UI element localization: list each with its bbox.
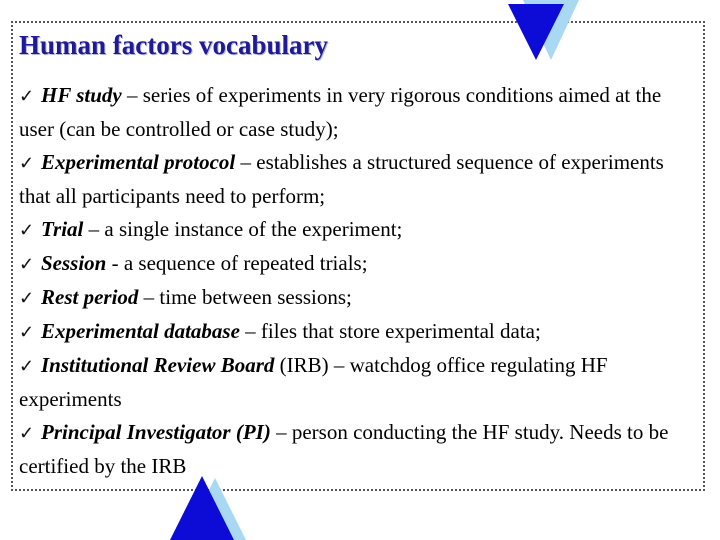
term: Rest period — [41, 285, 139, 309]
definition: – person conducting the HF study. Needs to be certified by the IRB — [19, 420, 669, 478]
term: Session — [41, 251, 107, 275]
checkmark-icon: ✓ — [19, 86, 35, 106]
term: Institutional Review Board — [41, 353, 275, 377]
list-item — [19, 79, 694, 146]
checkmark-icon: ✓ — [19, 254, 35, 274]
checkmark-icon: ✓ — [19, 288, 35, 308]
checkmark-icon: ✓ — [19, 423, 35, 443]
term: Trial — [41, 217, 84, 241]
definition: – files that store experimental data; — [239, 319, 541, 343]
list-item — [19, 349, 694, 416]
checkmark-icon: ✓ — [19, 153, 35, 173]
down-triangle-icon — [508, 4, 564, 60]
definition: – series of experiments in very rigorous conditions aimed at the user (can be controlled or case study); — [19, 83, 662, 141]
checkmark-icon: ✓ — [19, 356, 35, 376]
definition: (IRB) – watchdog office regulating HF experiments — [19, 353, 608, 411]
up-triangle-icon — [170, 476, 234, 540]
term: Experimental protocol — [41, 150, 236, 174]
term: Experimental database — [41, 319, 240, 343]
definition: – establishes a structured sequence of experiments that all participants need to perform; — [19, 150, 664, 208]
term: Principal Investigator (PI) — [41, 420, 271, 444]
definition: - a sequence of repeated trials; — [106, 251, 368, 275]
slide-title: Human factors vocabulary — [19, 30, 328, 60]
checkmark-icon: ✓ — [19, 322, 35, 342]
list-item — [19, 213, 694, 247]
list-item — [19, 247, 694, 281]
list-item — [19, 416, 694, 483]
definition: – a single instance of the experiment; — [83, 217, 403, 241]
list-item — [19, 146, 694, 213]
list-item — [19, 281, 694, 315]
definition: – time between sessions; — [138, 285, 352, 309]
list-item — [19, 315, 694, 349]
term: HF study — [41, 83, 122, 107]
checkmark-icon: ✓ — [19, 220, 35, 240]
vocabulary-list — [19, 79, 694, 483]
